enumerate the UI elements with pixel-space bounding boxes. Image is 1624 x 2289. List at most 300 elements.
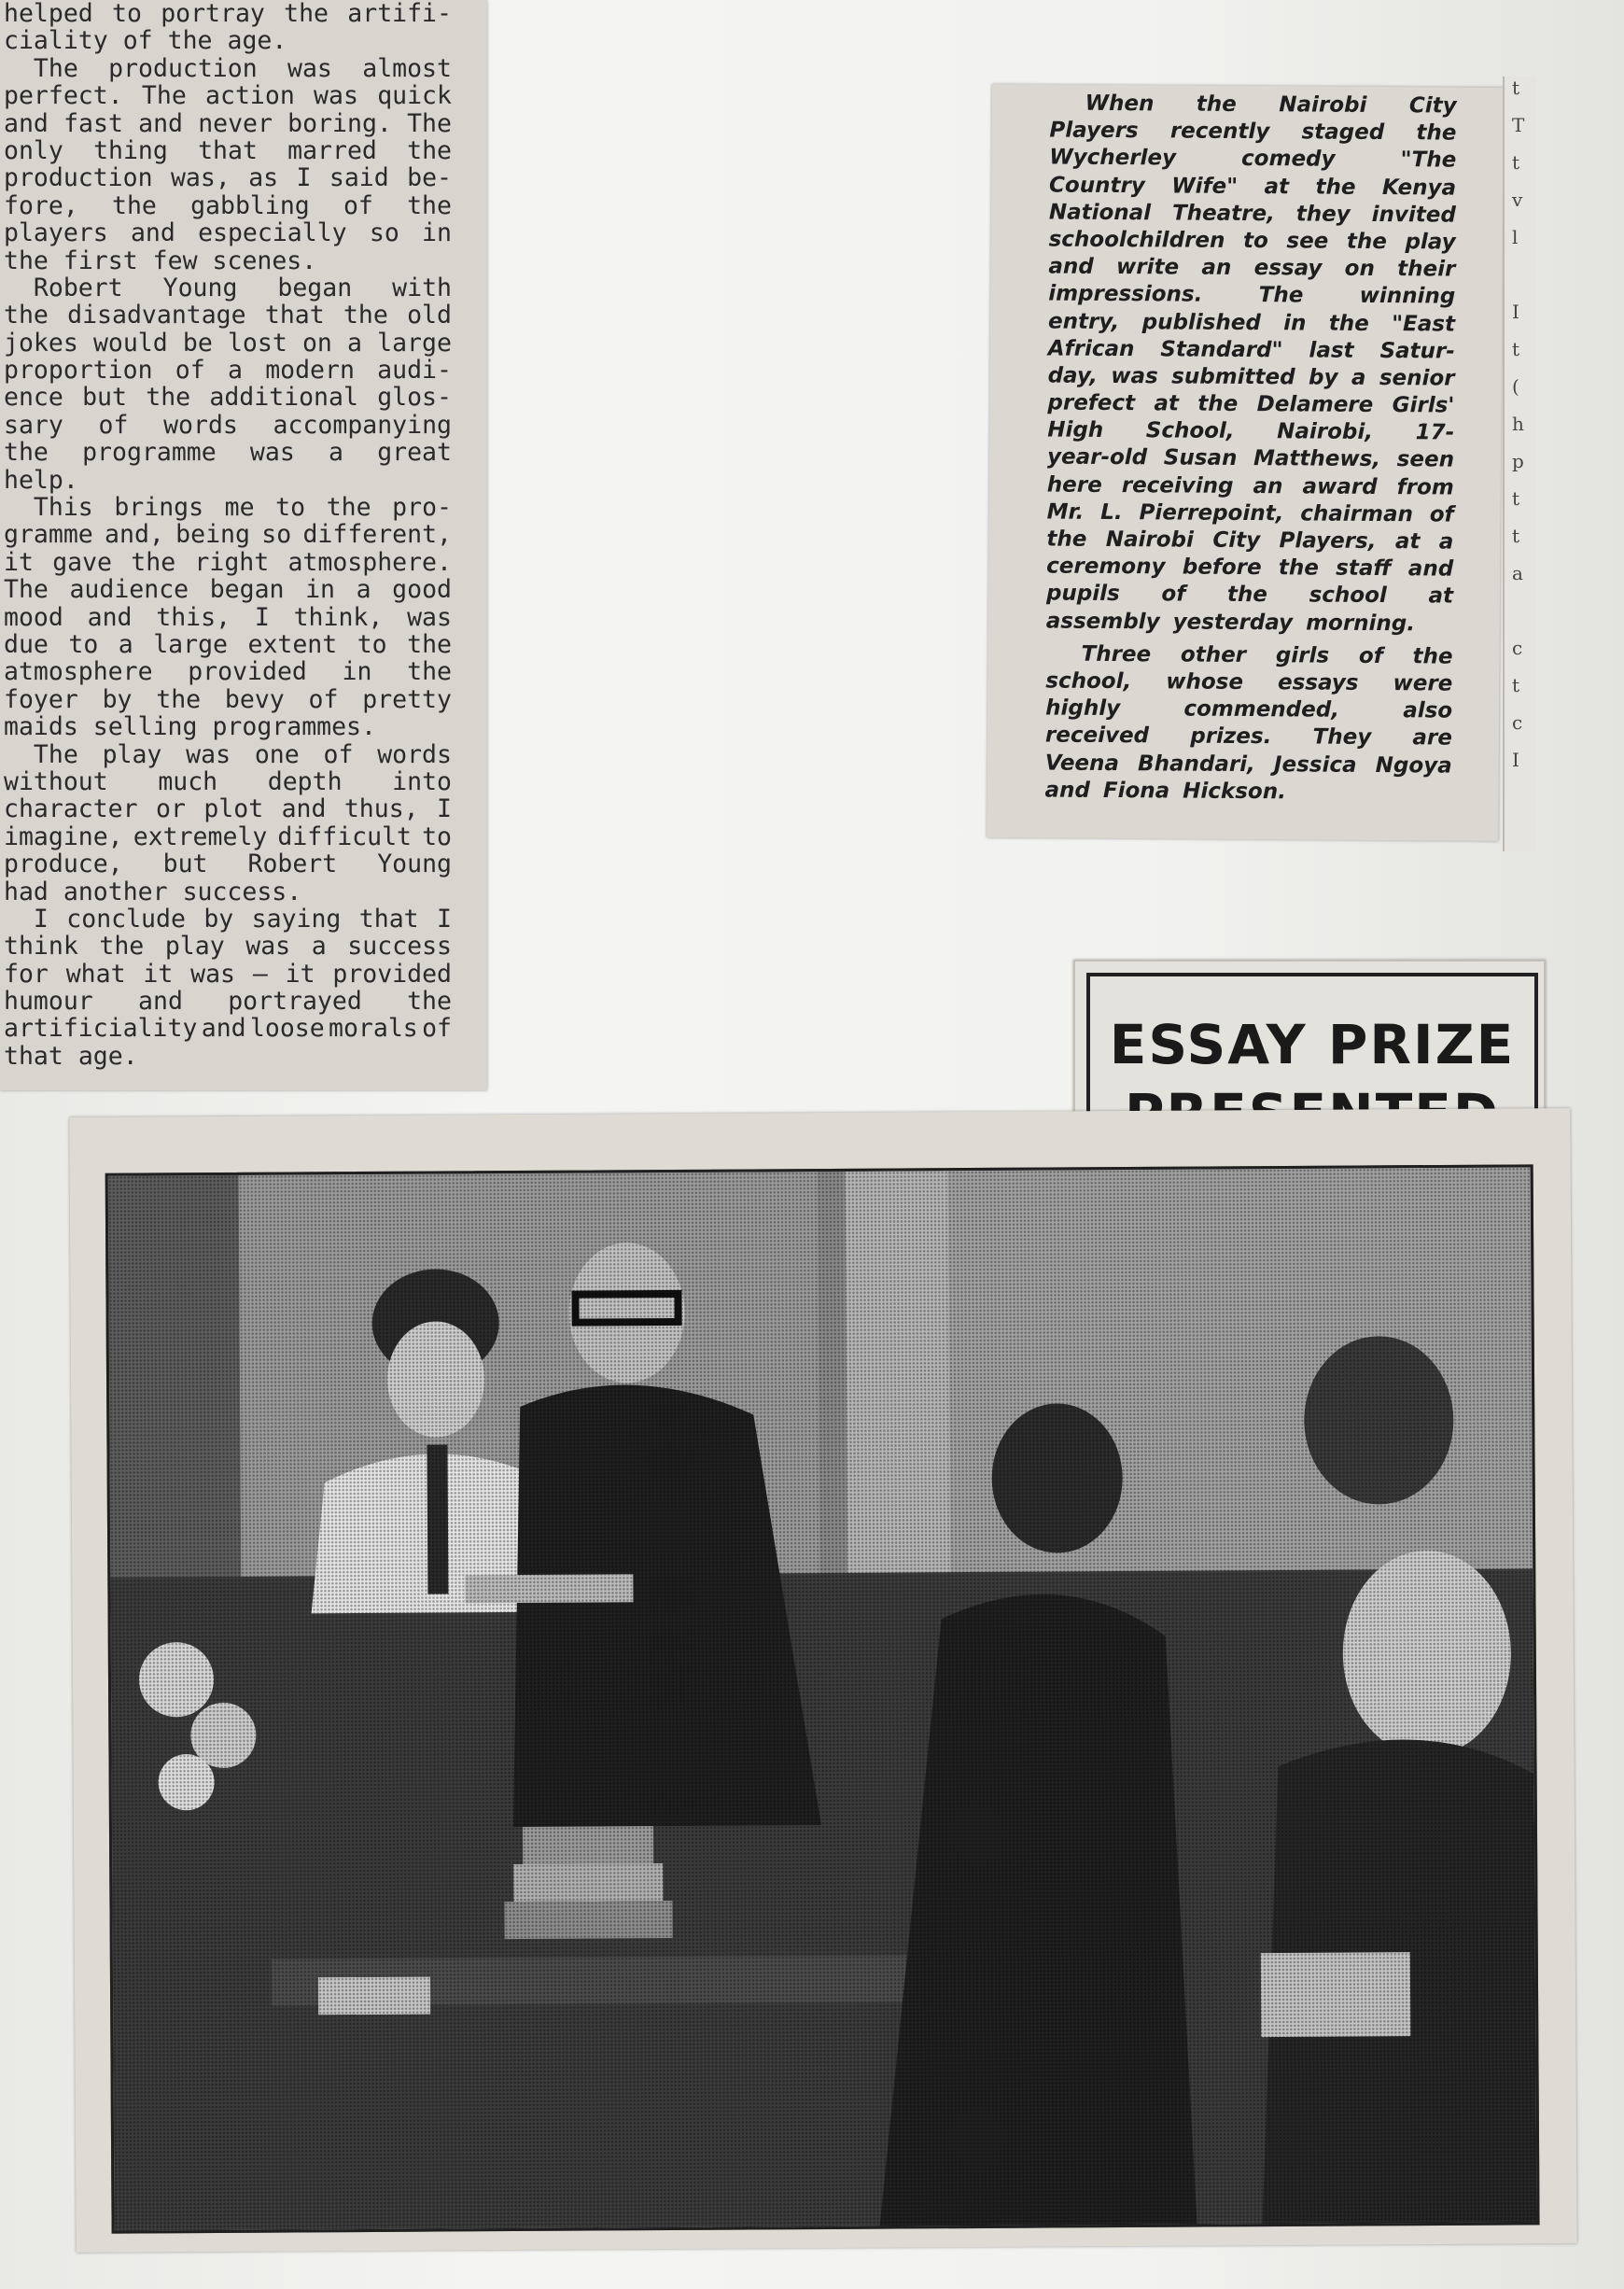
- caption-word: at: [1428, 583, 1454, 609]
- review-word: I: [437, 905, 452, 934]
- review-word: I: [254, 603, 270, 631]
- caption-word: by: [1308, 365, 1338, 390]
- review-line: [4, 850, 452, 878]
- review-word: proportion: [4, 357, 153, 385]
- caption-word: in: [1283, 310, 1307, 335]
- caption-word: are: [1412, 725, 1453, 751]
- caption-word: the: [1328, 311, 1369, 336]
- caption-word: School,: [1145, 418, 1235, 444]
- review-word: morals: [329, 1015, 418, 1043]
- caption-word: their: [1397, 257, 1456, 282]
- review-word: of: [422, 1015, 452, 1043]
- caption-line: [1046, 554, 1453, 583]
- caption-word: also: [1403, 698, 1453, 723]
- review-word: think: [4, 933, 78, 961]
- caption-word: see: [1286, 229, 1329, 254]
- caption-word: write: [1116, 255, 1180, 280]
- review-word: another: [63, 878, 168, 906]
- review-word: selling: [92, 713, 198, 741]
- review-word: brings: [114, 494, 204, 522]
- caption-word: play: [1405, 230, 1456, 255]
- review-word: perfect.: [4, 82, 123, 110]
- review-word: disadvantage: [67, 302, 246, 330]
- review-word: what: [65, 960, 126, 989]
- review-word: The: [4, 576, 49, 604]
- review-word: of: [122, 27, 153, 55]
- caption-word: the: [1226, 583, 1268, 608]
- caption-word: essays: [1277, 670, 1359, 695]
- caption-word: Hickson.: [1183, 779, 1286, 805]
- review-line: [4, 576, 452, 603]
- caption-word: a: [1351, 365, 1366, 390]
- review-word: so: [261, 521, 292, 549]
- review-word: by: [203, 905, 234, 934]
- caption-word: the: [1416, 120, 1457, 146]
- review-word: the: [407, 658, 452, 686]
- review-word: of: [175, 357, 205, 385]
- caption-line: [1045, 750, 1452, 779]
- review-word: gave: [52, 548, 113, 577]
- review-line: [4, 631, 452, 658]
- review-word: different,: [302, 521, 452, 549]
- review-word: Young: [377, 850, 452, 878]
- review-word: but: [162, 850, 208, 878]
- review-word: a: [118, 630, 133, 659]
- caption-line: [1048, 362, 1455, 392]
- review-word: —: [252, 960, 268, 989]
- review-word: large: [153, 630, 228, 659]
- review-article-text: [4, 0, 452, 1070]
- caption-word: an: [1201, 255, 1232, 281]
- review-word: age.: [227, 27, 287, 55]
- review-word: the: [343, 302, 388, 330]
- caption-line: [1050, 91, 1457, 120]
- review-word: had: [4, 878, 49, 906]
- margin-letter: a: [1512, 562, 1523, 584]
- caption-word: chairman: [1300, 501, 1414, 527]
- caption-word: year-old: [1046, 444, 1148, 470]
- review-word: large: [377, 329, 452, 358]
- review-word: helped: [4, 0, 93, 28]
- margin-letter: t: [1512, 674, 1520, 696]
- review-word: the: [112, 191, 157, 220]
- review-word: bevy: [224, 685, 285, 714]
- review-line: [4, 1015, 452, 1042]
- review-word: was: [314, 82, 358, 110]
- review-word: the: [4, 246, 49, 274]
- caption-word: staged: [1301, 119, 1385, 146]
- caption-word: They: [1312, 724, 1372, 751]
- review-word: old: [407, 302, 452, 330]
- review-word: help.: [4, 466, 78, 495]
- caption-word: on: [1344, 256, 1375, 282]
- review-word: loose: [249, 1015, 325, 1043]
- review-line: [4, 988, 452, 1015]
- caption-line: [1048, 281, 1455, 311]
- margin-letter: t: [1512, 338, 1520, 360]
- caption-word: entry,: [1047, 309, 1120, 334]
- caption-line: [1047, 444, 1454, 474]
- caption-word: day,: [1047, 363, 1098, 388]
- caption-line: [1047, 417, 1454, 447]
- caption-word: they: [1295, 202, 1351, 227]
- review-word: be: [182, 329, 213, 358]
- margin-letter: v: [1512, 189, 1523, 211]
- review-word: the: [4, 302, 49, 330]
- review-word: lost: [227, 329, 287, 358]
- caption-word: at: [1154, 391, 1180, 416]
- margin-letter: I: [1512, 749, 1519, 771]
- review-word: the: [156, 685, 202, 714]
- caption-word: girls: [1275, 642, 1330, 668]
- review-word: The: [4, 740, 78, 768]
- review-word: provided: [188, 658, 307, 686]
- review-line: [4, 604, 452, 631]
- review-word: jokes: [4, 329, 78, 358]
- review-word: provided: [332, 960, 452, 989]
- caption-word: schoolchildren: [1048, 227, 1225, 253]
- review-line: [4, 27, 452, 54]
- review-line: [4, 247, 452, 274]
- review-word: but: [82, 384, 127, 412]
- review-word: quick: [377, 82, 452, 110]
- review-word: with: [392, 274, 452, 302]
- review-word: being: [175, 521, 250, 549]
- caption-word: essay: [1253, 256, 1323, 281]
- review-word: that: [358, 905, 419, 934]
- margin-letter: c: [1512, 637, 1523, 659]
- margin-letter: p: [1512, 450, 1524, 472]
- review-word: the: [284, 0, 329, 28]
- margin-letter: h: [1512, 413, 1524, 435]
- photo-clipping: [69, 1108, 1576, 2253]
- caption-word: When: [1085, 91, 1155, 117]
- review-word: so: [369, 219, 399, 247]
- caption-line: [1044, 777, 1451, 807]
- caption-word: submitted: [1171, 364, 1295, 390]
- review-word: modern: [265, 357, 355, 385]
- review-line: [4, 467, 452, 494]
- adjacent-clipping-edge: [1503, 77, 1536, 851]
- review-line: [4, 549, 452, 576]
- review-word: ence: [4, 384, 63, 412]
- review-line: [4, 274, 452, 302]
- caption-line: [1047, 499, 1454, 528]
- caption-word: African: [1047, 336, 1135, 361]
- review-word: accompanying: [273, 411, 452, 440]
- review-word: in: [422, 219, 452, 247]
- caption-word: pupils: [1045, 581, 1120, 607]
- review-word: was: [407, 603, 452, 631]
- caption-word: 17-: [1415, 420, 1455, 445]
- caption-line: [1049, 145, 1456, 175]
- margin-letter: t: [1512, 487, 1520, 510]
- review-word: that: [198, 136, 258, 165]
- review-word: glos-: [377, 384, 452, 412]
- margin-letter: [1512, 599, 1536, 637]
- review-word: marred: [287, 136, 377, 165]
- review-word: and: [201, 1015, 246, 1043]
- caption-word: Jessica: [1273, 751, 1357, 778]
- margin-letter: I: [1512, 301, 1519, 323]
- caption-word: last: [1309, 338, 1354, 363]
- caption-line: [1047, 390, 1454, 420]
- newspaper-photo: [105, 1164, 1540, 2233]
- review-word: in: [342, 658, 372, 686]
- review-line: [4, 494, 452, 521]
- review-word: ciality: [4, 27, 108, 55]
- headline-line-1: ESSAY PRIZE: [1109, 1013, 1516, 1076]
- review-word: The: [407, 109, 452, 137]
- review-word: began: [209, 576, 285, 604]
- review-word: to: [68, 630, 99, 659]
- caption-line: [1049, 172, 1456, 202]
- review-line: [4, 357, 452, 384]
- caption-word: City: [1408, 93, 1457, 119]
- review-word: the: [99, 933, 145, 961]
- review-line: [4, 713, 452, 740]
- caption-word: Fiona: [1102, 778, 1170, 804]
- review-word: artificiality: [4, 1015, 198, 1043]
- caption-word: before: [1182, 555, 1262, 581]
- review-word: saying: [251, 905, 342, 934]
- caption-word: Theatre,: [1171, 201, 1275, 226]
- caption-word: Matthews,: [1253, 446, 1381, 472]
- review-word: due: [4, 630, 49, 659]
- review-word: produce,: [4, 850, 123, 878]
- review-word: of: [98, 411, 129, 440]
- review-word: portray: [161, 0, 265, 28]
- review-word: and,: [105, 521, 164, 549]
- review-word: portrayed: [228, 988, 362, 1016]
- review-word: Robert: [4, 274, 123, 302]
- caption-word: winning: [1359, 284, 1456, 309]
- caption-word: and: [1048, 254, 1094, 279]
- review-word: the: [407, 630, 452, 659]
- caption-line: [1045, 667, 1452, 697]
- review-word: without: [4, 767, 108, 796]
- caption-word: to: [1242, 228, 1268, 254]
- caption-word: the: [1278, 555, 1319, 581]
- review-word: the: [407, 136, 452, 165]
- caption-word: and: [1044, 778, 1090, 803]
- caption-word: Delamere: [1256, 392, 1374, 418]
- review-word: production: [4, 164, 153, 192]
- review-word: few: [152, 246, 198, 274]
- review-word: pro-: [392, 494, 452, 522]
- review-word: much: [158, 767, 218, 796]
- review-line: [4, 384, 452, 411]
- review-word: The: [141, 82, 187, 110]
- margin-letter: [1512, 263, 1536, 301]
- review-word: success.: [182, 878, 302, 906]
- review-word: and: [138, 109, 183, 137]
- caption-word: The: [1258, 283, 1304, 308]
- caption-word: of: [1161, 582, 1186, 607]
- review-word: said: [329, 164, 389, 192]
- review-word: gramme: [4, 521, 93, 549]
- caption-word: Players,: [1279, 528, 1377, 554]
- review-word: conclude: [66, 905, 186, 934]
- caption-word: at: [1394, 529, 1421, 555]
- caption-word: Pierrepoint,: [1139, 500, 1284, 527]
- caption-word: L.: [1100, 499, 1123, 525]
- caption-word: of: [1358, 643, 1383, 668]
- review-word: of: [323, 740, 354, 768]
- review-word: to: [357, 630, 387, 659]
- caption-line: [1049, 226, 1456, 256]
- review-word: maids: [4, 713, 78, 741]
- review-word: fore,: [4, 191, 78, 220]
- margin-letter: T: [1512, 114, 1525, 136]
- review-word: especially: [198, 219, 347, 247]
- review-word: I: [437, 795, 452, 823]
- review-word: atmosphere.: [287, 548, 452, 577]
- review-word: great: [377, 439, 452, 467]
- caption-word: receiving: [1121, 472, 1234, 499]
- caption-word: received: [1044, 723, 1150, 749]
- review-word: a: [356, 576, 371, 604]
- caption-line: [1048, 254, 1455, 284]
- review-line: [4, 521, 452, 548]
- review-word: I: [4, 905, 49, 934]
- review-word: never: [198, 109, 273, 137]
- caption-word: the: [1196, 91, 1237, 117]
- caption-word: the: [1315, 175, 1356, 200]
- review-line: [4, 933, 452, 960]
- caption-word: Girls': [1392, 393, 1455, 418]
- review-word: boring.: [287, 109, 392, 137]
- review-line: [4, 1043, 452, 1070]
- caption-word: National: [1048, 200, 1152, 226]
- review-word: thing: [93, 136, 168, 165]
- review-word: imagine,: [4, 822, 123, 851]
- review-line: [4, 302, 452, 329]
- caption-word: senior: [1379, 365, 1455, 391]
- caption-word: Mr.: [1046, 499, 1085, 525]
- margin-letter: t: [1512, 77, 1520, 99]
- review-word: right: [194, 548, 270, 577]
- review-line: [4, 906, 452, 933]
- review-word: by: [102, 685, 133, 714]
- review-word: sary: [4, 411, 63, 440]
- caption-word: impressions.: [1048, 281, 1203, 307]
- review-word: age.: [77, 1042, 138, 1071]
- caption-line: [1046, 608, 1453, 638]
- review-word: success: [347, 933, 452, 961]
- review-word: artifi-: [347, 0, 452, 28]
- margin-letter: t: [1512, 151, 1520, 174]
- review-word: the: [4, 439, 49, 467]
- caption-word: the: [1046, 527, 1087, 552]
- caption-word: Country: [1048, 173, 1145, 198]
- review-word: additional: [209, 384, 358, 412]
- caption-word: and: [1407, 556, 1454, 582]
- review-word: was: [190, 960, 235, 989]
- caption-word: published: [1141, 309, 1261, 335]
- caption-word: Susan: [1163, 445, 1238, 471]
- review-word: I: [296, 164, 312, 192]
- review-word: gabbling: [190, 191, 310, 220]
- caption-word: Veena: [1044, 751, 1120, 776]
- review-line: [4, 137, 452, 164]
- caption-line: [1045, 695, 1452, 725]
- caption-word: an: [1253, 473, 1283, 499]
- caption-word: highly: [1045, 695, 1121, 722]
- review-word: of: [343, 191, 373, 220]
- caption-line: [1048, 335, 1455, 365]
- review-word: for: [4, 960, 49, 989]
- caption-word: here: [1046, 472, 1102, 498]
- review-word: to: [275, 494, 306, 522]
- caption-word: morning.: [1306, 611, 1416, 636]
- caption-word: the: [1412, 644, 1453, 669]
- margin-letter: t: [1512, 525, 1520, 547]
- caption-line: [1045, 640, 1452, 670]
- caption-word: "The: [1400, 147, 1457, 173]
- review-line: [4, 658, 452, 685]
- review-word: audi-: [377, 357, 452, 385]
- review-word: and: [281, 795, 327, 823]
- caption-word: the: [1346, 229, 1387, 254]
- caption-word: Standard": [1160, 337, 1283, 362]
- caption-word: commended,: [1183, 696, 1340, 723]
- caption-word: at: [1264, 174, 1290, 199]
- review-line: [4, 192, 452, 219]
- review-word: almost: [362, 54, 452, 83]
- review-word: production: [108, 54, 258, 83]
- review-word: as: [248, 164, 279, 192]
- review-word: into: [392, 767, 452, 796]
- review-word: fast: [63, 109, 123, 137]
- review-word: it: [143, 960, 174, 989]
- margin-letter: (: [1512, 375, 1519, 398]
- review-word: good: [392, 576, 452, 604]
- review-word: depth: [267, 767, 343, 796]
- caption-word: of: [1429, 502, 1454, 527]
- review-word: the: [407, 191, 452, 220]
- review-word: This: [4, 494, 93, 522]
- review-word: a: [347, 329, 362, 358]
- caption-word: ceremony: [1046, 554, 1166, 580]
- review-line: [4, 330, 452, 357]
- review-line: [4, 0, 452, 27]
- caption-line: [1045, 723, 1452, 752]
- caption-word: other: [1180, 642, 1247, 667]
- review-word: and: [87, 603, 133, 631]
- review-word: or: [156, 795, 186, 823]
- review-word: in: [305, 576, 335, 604]
- review-word: and: [138, 988, 183, 1016]
- caption-word: a: [1438, 529, 1454, 555]
- review-line: [4, 219, 452, 246]
- caption-word: assembly: [1045, 609, 1160, 634]
- caption-word: Nairobi: [1279, 92, 1367, 118]
- review-word: the: [326, 494, 371, 522]
- review-word: first: [63, 246, 138, 274]
- caption-line: [1049, 199, 1456, 229]
- review-line: [4, 686, 452, 713]
- review-word: of: [308, 685, 339, 714]
- caption-word: High: [1047, 417, 1104, 443]
- caption-word: Wycherley: [1049, 145, 1177, 171]
- review-word: and: [4, 109, 49, 137]
- caption-line: [1046, 581, 1453, 611]
- caption-word: City: [1212, 527, 1261, 554]
- review-word: this,: [156, 603, 231, 631]
- review-word: play: [164, 933, 225, 961]
- review-line: [4, 412, 452, 439]
